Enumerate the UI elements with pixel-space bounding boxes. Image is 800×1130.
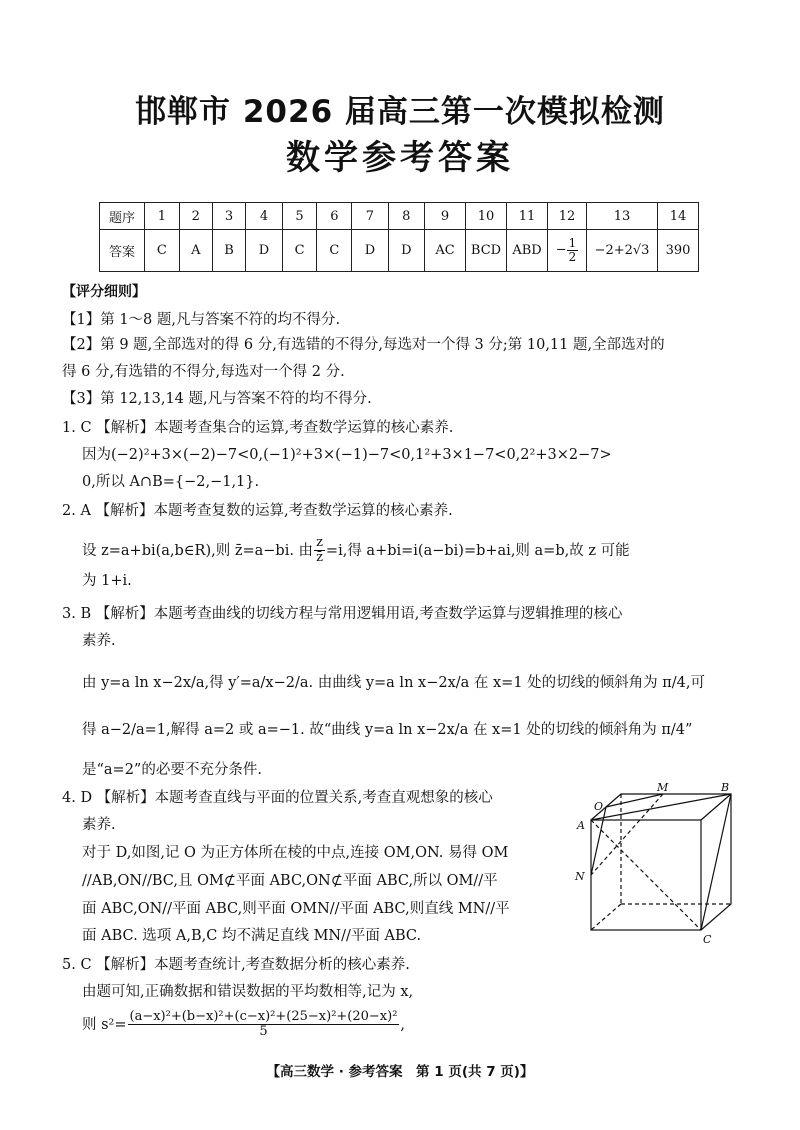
label-b: B (721, 781, 730, 794)
q4-line-3: 面 ABC,ON//平面 ABC,则平面 OMN//平面 ABC,则直线 MN//平 (82, 901, 510, 917)
q4-line-4: 面 ABC. 选项 A,B,C 均不满足直线 MN//平面 ABC. (82, 928, 422, 944)
q2-frac-num: z (316, 535, 323, 550)
table-cell: B (212, 230, 246, 272)
q2-line-1 (82, 536, 630, 566)
table-cell: 1 (145, 203, 180, 230)
segment-om (606, 794, 663, 807)
q4-heading-1: 4. D 【解析】本题考查直线与平面的位置关系,考查直观想象的核心 (62, 790, 493, 806)
table-cell: 5 (282, 203, 317, 230)
q5-line-2 (82, 1010, 405, 1040)
table-cell: 6 (317, 203, 352, 230)
label-m: M (657, 781, 669, 794)
table-cell: A (179, 230, 212, 272)
scoring-rule-3: 【3】第 12,13,14 题,凡与答案不符的均不得分. (62, 391, 372, 407)
q2-frac-den: z̄ (316, 550, 323, 566)
answer-row (100, 230, 699, 272)
table-cell: C (145, 230, 180, 272)
q2-text-b: =i,得 a+bi=i(a−bi)=b+ai,则 a=b,故 z 可能 (325, 542, 630, 559)
exam-title: 邯郸市 2026 届高三第一次模拟检测 (135, 94, 665, 130)
scoring-rule-2a: 【2】第 9 题,全部选对的得 6 分,有选错的不得分,每选对一个得 3 分;第 10,11 题,全部选对的 (62, 337, 665, 353)
scoring-heading: 【评分细则】 (62, 284, 146, 300)
table-cell-q13: −2+2√3 (587, 230, 658, 272)
table-cell: D (352, 230, 388, 272)
scoring-rule-2b: 得 6 分,有选错的不得分,每选对一个得 2 分. (62, 364, 345, 380)
page-footer: 【高三数学 · 参考答案 第 1 页(共 7 页)】 (266, 1064, 534, 1080)
q12-denominator: 2 (568, 250, 577, 264)
table-cell: 8 (388, 203, 424, 230)
table-cell: D (246, 230, 282, 272)
table-cell: D (388, 230, 424, 272)
label-o: O (594, 800, 604, 813)
label-c: C (703, 933, 712, 946)
cube-back-edges (591, 794, 731, 930)
q12-sign: − (555, 243, 567, 258)
table-cell: 13 (587, 203, 658, 230)
q2-fraction (314, 536, 325, 566)
segment-on (591, 807, 606, 875)
table-cell: 14 (658, 203, 699, 230)
table-cell: C (317, 230, 352, 272)
table-cell: 4 (246, 203, 282, 230)
table-cell: 9 (425, 203, 466, 230)
scoring-rule-1: 【1】第 1～8 题,凡与答案不符的均不得分. (62, 312, 341, 328)
q3-heading-2: 素养. (82, 633, 116, 649)
segment-ac (591, 820, 701, 930)
question-number-row (100, 203, 699, 230)
q3-line-3: 是“a=2”的必要不充分条件. (82, 762, 262, 778)
table-cell: 11 (507, 203, 548, 230)
label-n: N (575, 870, 585, 883)
q3-line-2: 得 a−2/a=1,解得 a=2 或 a=−1. 故“曲线 y=a ln x−2x/a 在 x=1 处的切线的倾斜角为 π/4” (82, 722, 693, 738)
segment-bc (701, 794, 731, 930)
segment-ab (591, 794, 731, 820)
q2-heading: 2. A 【解析】本题考查复数的运算,考查数学运算的核心素养. (62, 503, 453, 519)
q1-heading: 1. C 【解析】本题考查集合的运算,考查数学运算的核心素养. (62, 420, 454, 436)
q5-numerator: (a−x)²+(b−x)²+(c−x)²+(25−x)²+(20−x)² (129, 1009, 398, 1024)
cube-hidden-edge (591, 904, 621, 930)
q2-text-a: 设 z=a+bi(a,b∈R),则 z̄=a−bi. 由 (82, 542, 314, 559)
q5-line-1: 由题可知,正确数据和错误数据的平均数相等,记为 x, (82, 984, 414, 1000)
table-cell: 3 (212, 203, 246, 230)
row-label-answers: 答案 (100, 230, 145, 272)
table-cell-q12 (548, 230, 587, 272)
q3-heading-1: 3. B 【解析】本题考查曲线的切线方程与常用逻辑用语,考查数学运算与逻辑推理的核心 (62, 606, 623, 622)
q1-line-2: 0,所以 A∩B={−2,−1,1}. (82, 474, 260, 490)
q4-heading-2: 素养. (82, 817, 116, 833)
q12-fraction (567, 237, 579, 263)
q4-line-1: 对于 D,如图,记 O 为正方体所在棱的中点,连接 OM,ON. 易得 OM (82, 845, 509, 861)
document-title: 数学参考答案 (286, 138, 514, 178)
cube-figure (573, 780, 733, 950)
q4-line-2: //AB,ON//BC,且 OM⊄平面 ABC,ON⊄平面 ABC,所以 OM//平 (82, 873, 498, 889)
table-cell: 2 (179, 203, 212, 230)
row-label-numbers: 题序 (100, 203, 145, 230)
table-cell: 390 (658, 230, 699, 272)
q3-line-1: 由 y=a ln x−2x/a,得 y′=a/x−2/a. 由曲线 y=a ln x−2x/a 在 x=1 处的切线的倾斜角为 π/4,可 (82, 675, 706, 691)
q5-variance-fraction (128, 1010, 400, 1040)
table-cell: AC (425, 230, 466, 272)
q5-prefix: 则 s²= (82, 1016, 127, 1033)
table-cell: 10 (466, 203, 507, 230)
table-cell: 7 (352, 203, 388, 230)
q5-suffix: , (400, 1016, 406, 1033)
label-a: A (577, 819, 585, 832)
q12-numerator: 1 (568, 236, 577, 251)
table-cell: ABD (507, 230, 548, 272)
q1-line-1: 因为(−2)²+3×(−2)−7<0,(−1)²+3×(−1)−7<0,1²+3×1−7<0,2²+3×2−7> (82, 447, 612, 463)
table-cell: C (282, 230, 317, 272)
answer-table (99, 202, 699, 272)
table-cell: BCD (466, 230, 507, 272)
q5-denominator: 5 (259, 1024, 268, 1040)
q5-heading: 5. C 【解析】本题考查统计,考查数据分析的核心素养. (62, 957, 410, 973)
q2-line-2: 为 1+i. (82, 573, 132, 589)
table-cell: 12 (548, 203, 587, 230)
